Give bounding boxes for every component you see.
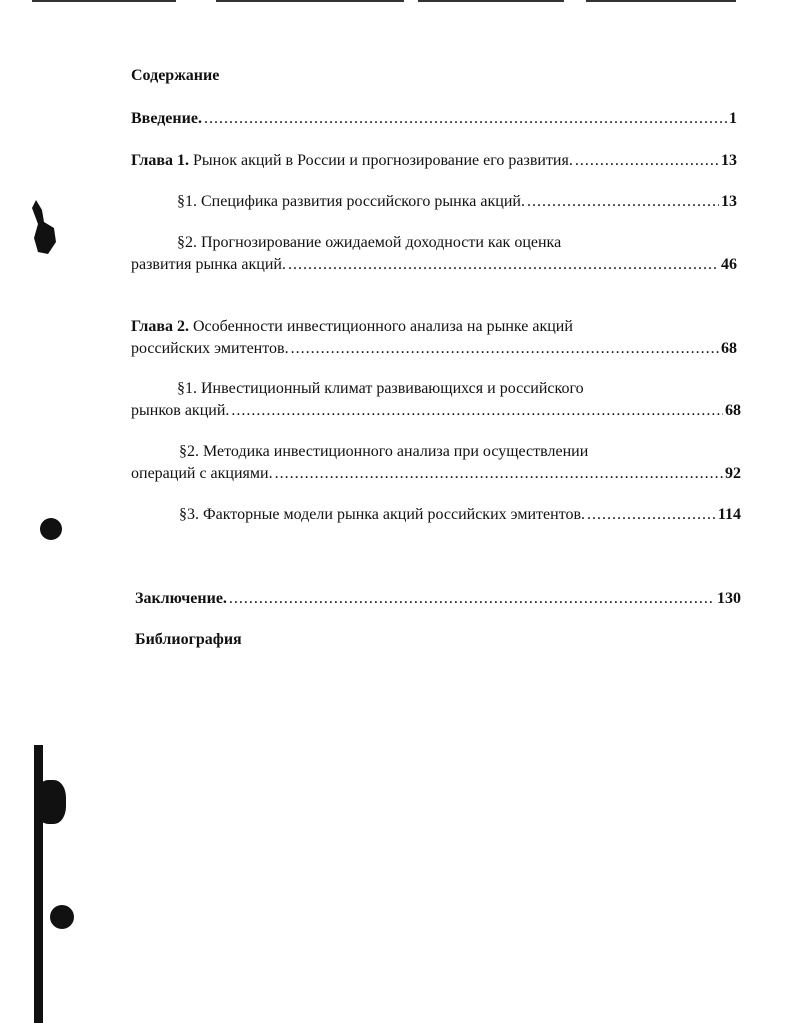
chapter-1-prefix: Глава 1. <box>131 152 189 169</box>
toc-entry-intro <box>131 108 737 129</box>
scan-top-line <box>418 0 564 2</box>
dot-leader <box>575 150 719 171</box>
toc-entry-chapter-2 <box>131 338 737 359</box>
toc-entry-bibliography <box>135 629 242 650</box>
toc-entry-ch2-section-2-line1: §2. Методика инвестиционного анализа при осуществлении <box>179 443 589 460</box>
chapter-2-title-cont: российских эмитентов. <box>131 340 289 357</box>
chapter-1-title: Рынок акций в России и прогнозирование его развития. <box>193 152 573 169</box>
section-title-cont: рынков акций. <box>131 402 230 419</box>
toc-conclusion-label: Заключение. <box>135 590 227 607</box>
toc-entry-ch1-section-1 <box>177 191 737 212</box>
toc-entry-chapter-1 <box>131 150 737 171</box>
punch-hole-blot <box>40 518 62 540</box>
dot-leader <box>291 338 719 359</box>
section-title: §3. Факторные модели рынка акций российских эмитентов. <box>179 506 586 523</box>
section-title-cont: операций с акциями. <box>131 465 273 482</box>
toc-entry-ch1-section-2-line1: §2. Прогнозирование ожидаемой доходности как оценка <box>177 234 562 251</box>
toc-page-number: 13 <box>721 193 737 210</box>
toc-intro-label: Введение. <box>131 110 202 127</box>
toc-entry-ch2-section-1 <box>131 400 741 421</box>
toc-entry-ch2-section-1-line1: §1. Инвестиционный климат развивающихся и российского <box>177 380 584 397</box>
dot-leader <box>229 588 715 609</box>
toc-heading: Содержание <box>131 67 220 84</box>
scan-top-line <box>32 0 176 2</box>
dot-leader <box>204 108 727 129</box>
toc-entry-ch2-section-2 <box>131 463 741 484</box>
chapter-2-prefix: Глава 2. <box>131 318 189 335</box>
dot-leader <box>527 191 719 212</box>
toc-bibliography-label: Библиография <box>135 631 242 648</box>
toc-entry-chapter-2-line1 <box>131 316 573 337</box>
punch-hole-blot <box>36 780 66 824</box>
toc-page-number: 130 <box>717 590 741 607</box>
binding-blot <box>28 198 64 258</box>
toc-page-number: 68 <box>725 402 741 419</box>
toc-page-number: 13 <box>721 152 737 169</box>
scan-top-line <box>216 0 404 2</box>
toc-page-number: 114 <box>717 506 741 523</box>
dot-leader <box>288 254 719 275</box>
toc-page-number: 68 <box>721 340 737 357</box>
dot-leader <box>587 504 716 525</box>
toc-entry-ch1-section-2 <box>131 254 737 275</box>
toc-entry-ch2-section-3 <box>179 504 741 525</box>
toc-page-number: 1 <box>729 110 737 127</box>
section-title: §1. Специфика развития российского рынка акций. <box>177 193 525 210</box>
dot-leader <box>231 400 723 421</box>
chapter-2-title: Особенности инвестиционного анализа на рынке акций <box>193 318 573 335</box>
punch-hole-blot <box>50 905 74 929</box>
scan-top-line <box>586 0 736 2</box>
dot-leader <box>275 463 723 484</box>
toc-page-number: 46 <box>721 256 737 273</box>
section-title-cont: развития рынка акций. <box>131 256 286 273</box>
toc-page-number: 92 <box>725 465 741 482</box>
toc-entry-conclusion <box>135 588 741 609</box>
